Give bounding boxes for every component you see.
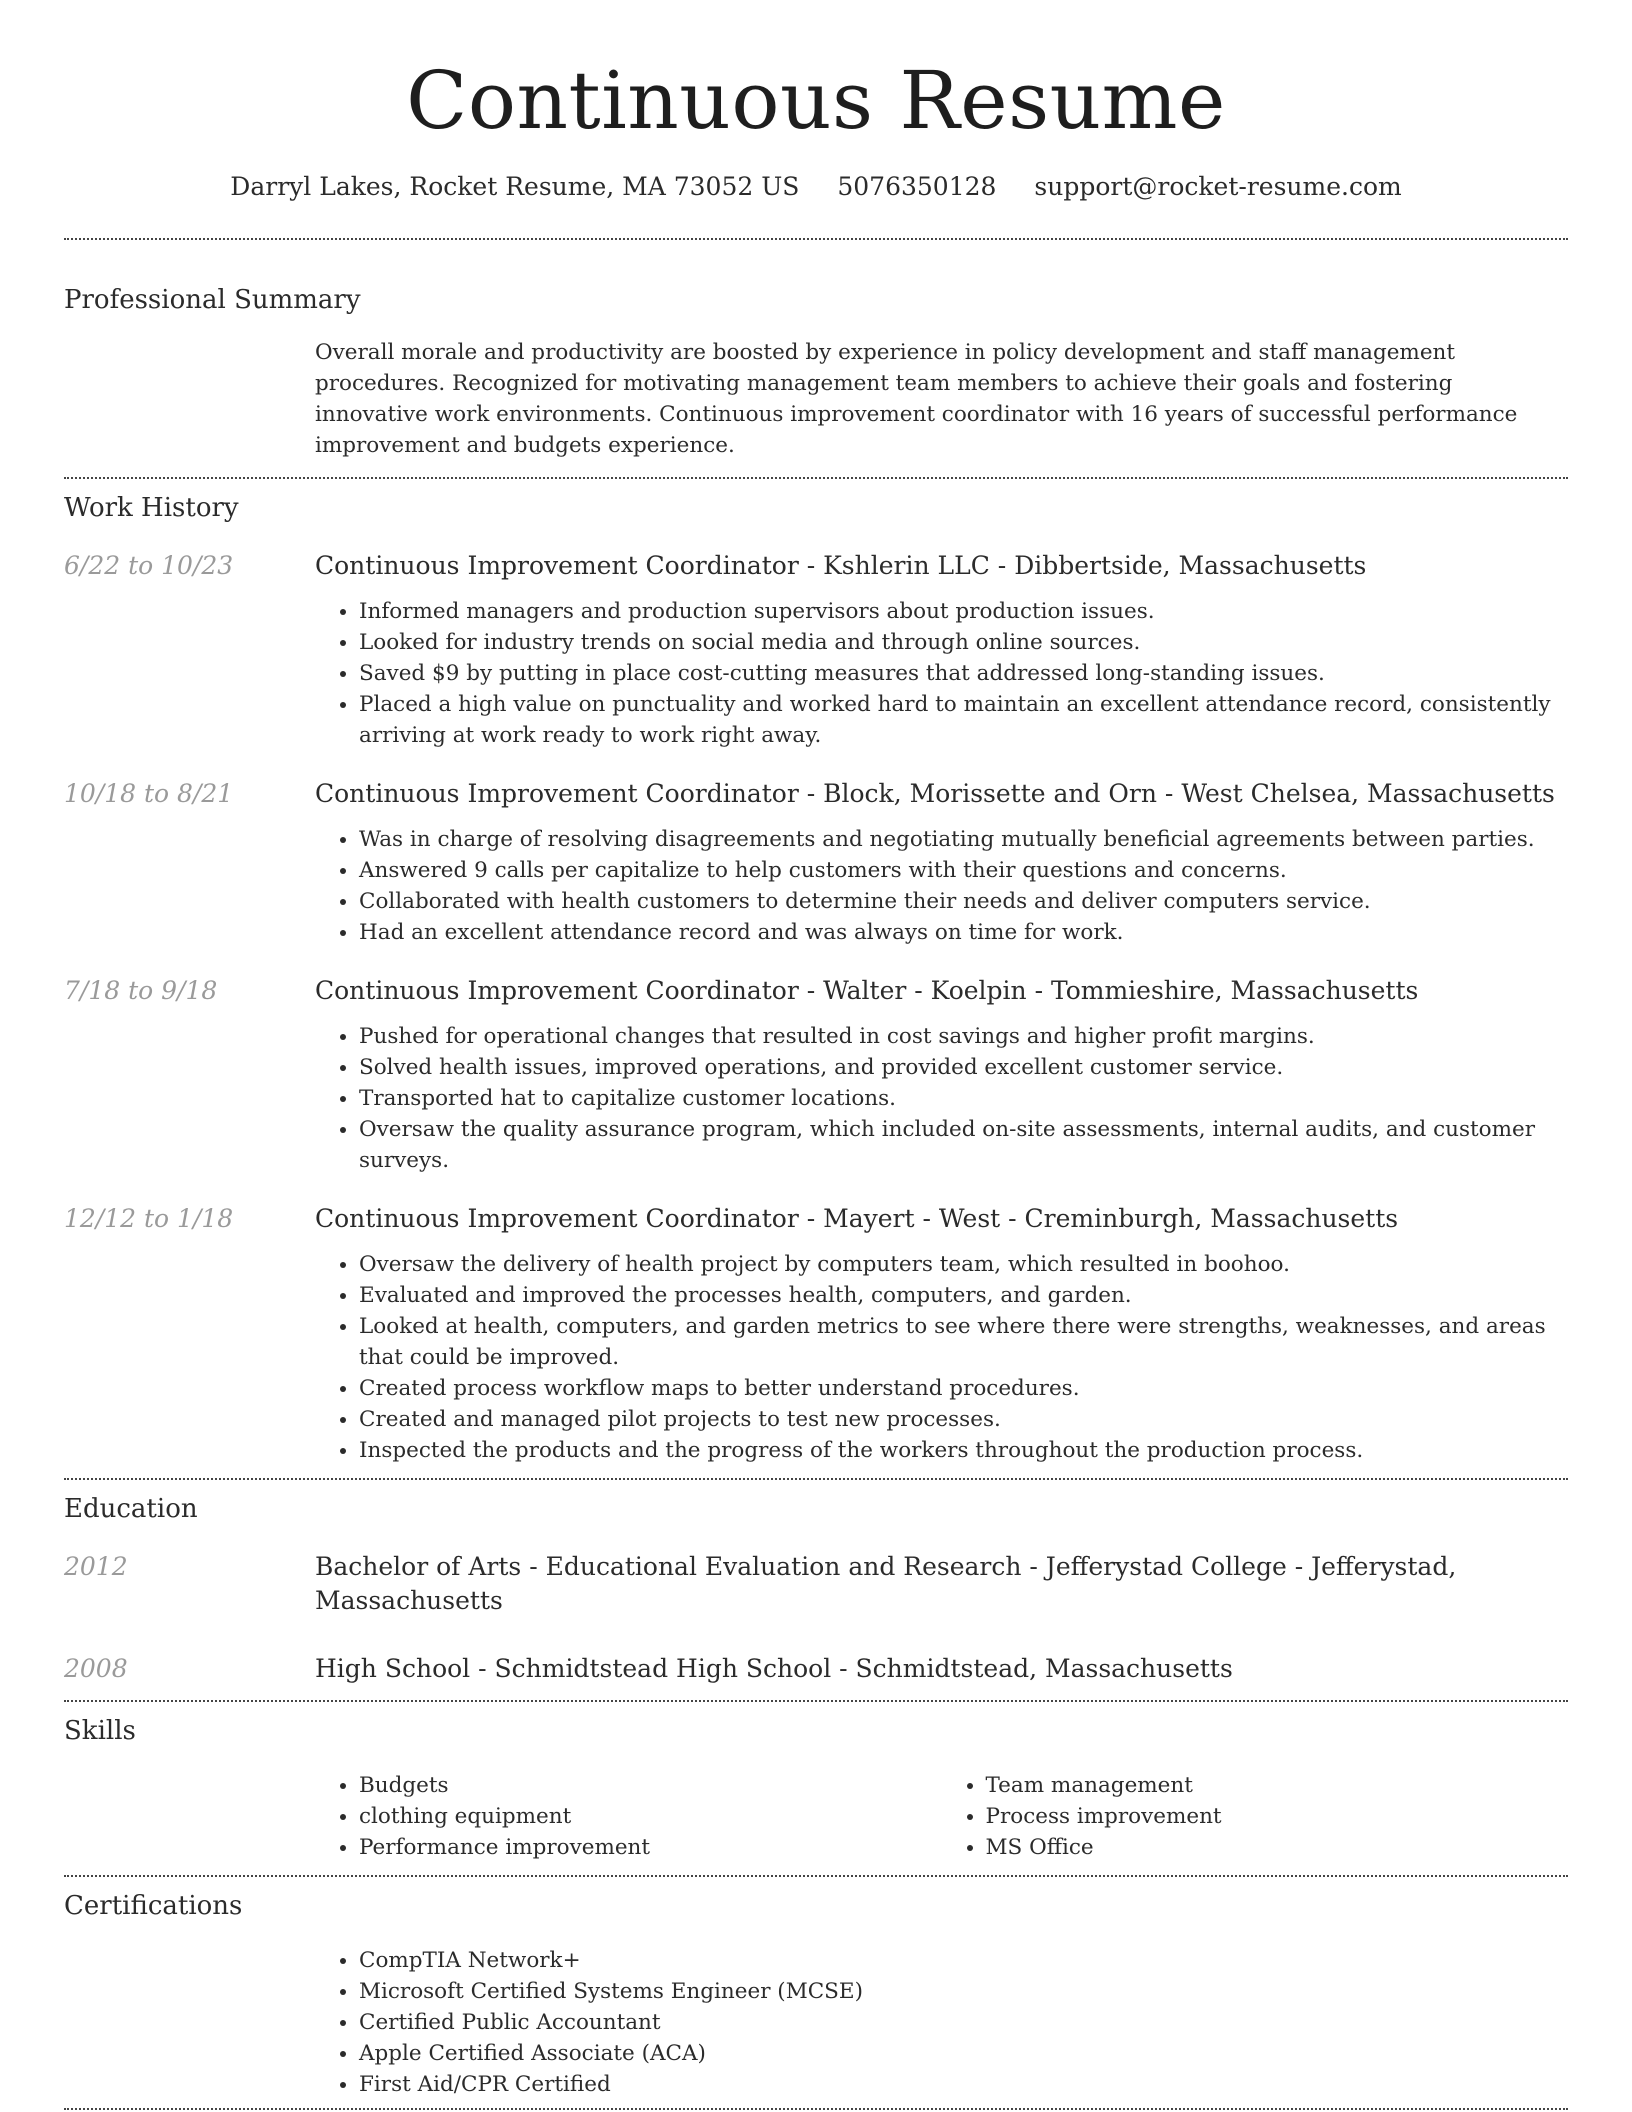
skills-section bbox=[64, 1702, 1568, 1875]
list-item: • Performance improvement bbox=[359, 1832, 942, 1863]
contact-address: Darryl Lakes, Rocket Resume, MA 73052 US bbox=[230, 172, 800, 201]
skills-heading: Skills bbox=[64, 1716, 136, 1746]
list-item: • CompTIA Network+ bbox=[359, 1945, 1568, 1976]
education-section bbox=[64, 1480, 1568, 1700]
list-item: • Oversaw the quality assurance program, which included on-site assessments, internal audits, and customer surveys. bbox=[359, 1114, 1568, 1176]
job-bullets bbox=[315, 824, 1568, 948]
job-title: Continuous Improvement Coordinator - Mayert - West - Creminburgh, Massachusetts bbox=[315, 1204, 1399, 1233]
certifications-heading: Certifications bbox=[64, 1891, 243, 1921]
list-item: • Oversaw the delivery of health project by computers team, which resulted in boohoo. bbox=[359, 1249, 1568, 1280]
list-item: • Certified Public Accountant bbox=[359, 2007, 1568, 2038]
job-dates: 6/22 to 10/23 bbox=[64, 551, 234, 580]
skills-list-left bbox=[315, 1770, 942, 1863]
contact-phone: 5076350128 bbox=[837, 172, 997, 201]
skills-list-right bbox=[942, 1770, 1569, 1863]
certifications-section bbox=[64, 1877, 1568, 2108]
job-title: Continuous Improvement Coordinator - Kshlerin LLC - Dibbertside, Massachusetts bbox=[315, 551, 1367, 580]
list-item: • Created process workflow maps to better understand procedures. bbox=[359, 1373, 1568, 1404]
list-item: • Placed a high value on punctuality and worked hard to maintain an excellent attendance record, consistently arriving at work ready to work right away. bbox=[359, 689, 1568, 751]
list-item: • Transported hat to capitalize customer locations. bbox=[359, 1083, 1568, 1114]
work-history-section bbox=[64, 479, 1568, 1478]
job-bullets bbox=[315, 1249, 1568, 1466]
list-item: • Looked at health, computers, and garden metrics to see where there were strengths, weaknesses, and areas that could be improved. bbox=[359, 1311, 1568, 1373]
list-item: • Budgets bbox=[359, 1770, 942, 1801]
list-item: • Informed managers and production supervisors about production issues. bbox=[359, 596, 1568, 627]
education-year: 2012 bbox=[64, 1552, 128, 1581]
education-entry bbox=[64, 1652, 1568, 1686]
job-entry bbox=[64, 777, 1568, 948]
list-item: • Apple Certified Associate (ACA) bbox=[359, 2038, 1568, 2069]
contact-line bbox=[64, 170, 1568, 204]
job-body bbox=[315, 777, 1568, 948]
summary-section bbox=[64, 283, 1568, 477]
list-item: • clothing equipment bbox=[359, 1801, 942, 1832]
list-item: • Inspected the products and the progress of the workers throughout the production process. bbox=[359, 1435, 1568, 1466]
job-title: Continuous Improvement Coordinator - Block, Morissette and Orn - West Chelsea, Massachusetts bbox=[315, 779, 1555, 808]
job-body bbox=[315, 549, 1568, 751]
resume-title: Continuous Resume bbox=[406, 54, 1226, 147]
divider bbox=[64, 238, 1568, 240]
education-entry bbox=[64, 1550, 1568, 1618]
job-bullets bbox=[315, 1021, 1568, 1176]
list-item: • Saved $9 by putting in place cost-cutting measures that addressed long-standing issues. bbox=[359, 658, 1568, 689]
job-dates: 12/12 to 1/18 bbox=[64, 1204, 234, 1233]
education-text: Bachelor of Arts - Educational Evaluation and Research - Jefferystad College - Jefferystad, Massachusetts bbox=[315, 1552, 1457, 1615]
list-item: • Looked for industry trends on social media and through online sources. bbox=[359, 627, 1568, 658]
job-title: Continuous Improvement Coordinator - Walter - Koelpin - Tommieshire, Massachusetts bbox=[315, 976, 1419, 1005]
list-item: • Team management bbox=[986, 1770, 1569, 1801]
list-item: • Was in charge of resolving disagreements and negotiating mutually beneficial agreements between parties. bbox=[359, 824, 1568, 855]
job-dates: 10/18 to 8/21 bbox=[64, 779, 234, 808]
education-text: High School - Schmidtstead High School - Schmidtstead, Massachusetts bbox=[315, 1654, 1233, 1683]
contact-email: support@rocket-resume.com bbox=[1034, 172, 1402, 201]
list-item: • Microsoft Certified Systems Engineer (MCSE) bbox=[359, 1976, 1568, 2007]
list-item: • Pushed for operational changes that resulted in cost savings and higher profit margins. bbox=[359, 1021, 1568, 1052]
work-history-heading: Work History bbox=[64, 493, 239, 523]
list-item: • Created and managed pilot projects to test new processes. bbox=[359, 1404, 1568, 1435]
summary-heading: Professional Summary bbox=[64, 285, 361, 315]
list-item: • Solved health issues, improved operations, and provided excellent customer service. bbox=[359, 1052, 1568, 1083]
job-dates: 7/18 to 9/18 bbox=[64, 976, 218, 1005]
job-body bbox=[315, 1202, 1568, 1466]
list-item: • Collaborated with health customers to determine their needs and deliver computers service. bbox=[359, 886, 1568, 917]
list-item: • Answered 9 calls per capitalize to help customers with their questions and concerns. bbox=[359, 855, 1568, 886]
job-entry bbox=[64, 974, 1568, 1176]
divider bbox=[64, 2108, 1568, 2110]
education-year: 2008 bbox=[64, 1654, 128, 1683]
job-body bbox=[315, 974, 1568, 1176]
list-item: • Had an excellent attendance record and was always on time for work. bbox=[359, 917, 1568, 948]
certifications-list bbox=[315, 1945, 1568, 2108]
education-heading: Education bbox=[64, 1494, 198, 1524]
job-entry bbox=[64, 549, 1568, 751]
list-item: • Evaluated and improved the processes health, computers, and garden. bbox=[359, 1280, 1568, 1311]
summary-text: Overall morale and productivity are boosted by experience in policy development and staff management procedures. Recognized for motivating management team members to achieve their goals and fostering innovative work environments. Continuous improvement coordinator with 16 years of successful performance improvement and budgets experience. bbox=[315, 340, 1518, 458]
list-item: • First Aid/CPR Certified bbox=[359, 2069, 1568, 2100]
skills-grid bbox=[315, 1770, 1568, 1875]
certifications-bullets bbox=[315, 1945, 1568, 2100]
job-bullets bbox=[315, 596, 1568, 751]
list-item: • Process improvement bbox=[986, 1801, 1569, 1832]
job-entry bbox=[64, 1202, 1568, 1466]
list-item: • MS Office bbox=[986, 1832, 1569, 1863]
